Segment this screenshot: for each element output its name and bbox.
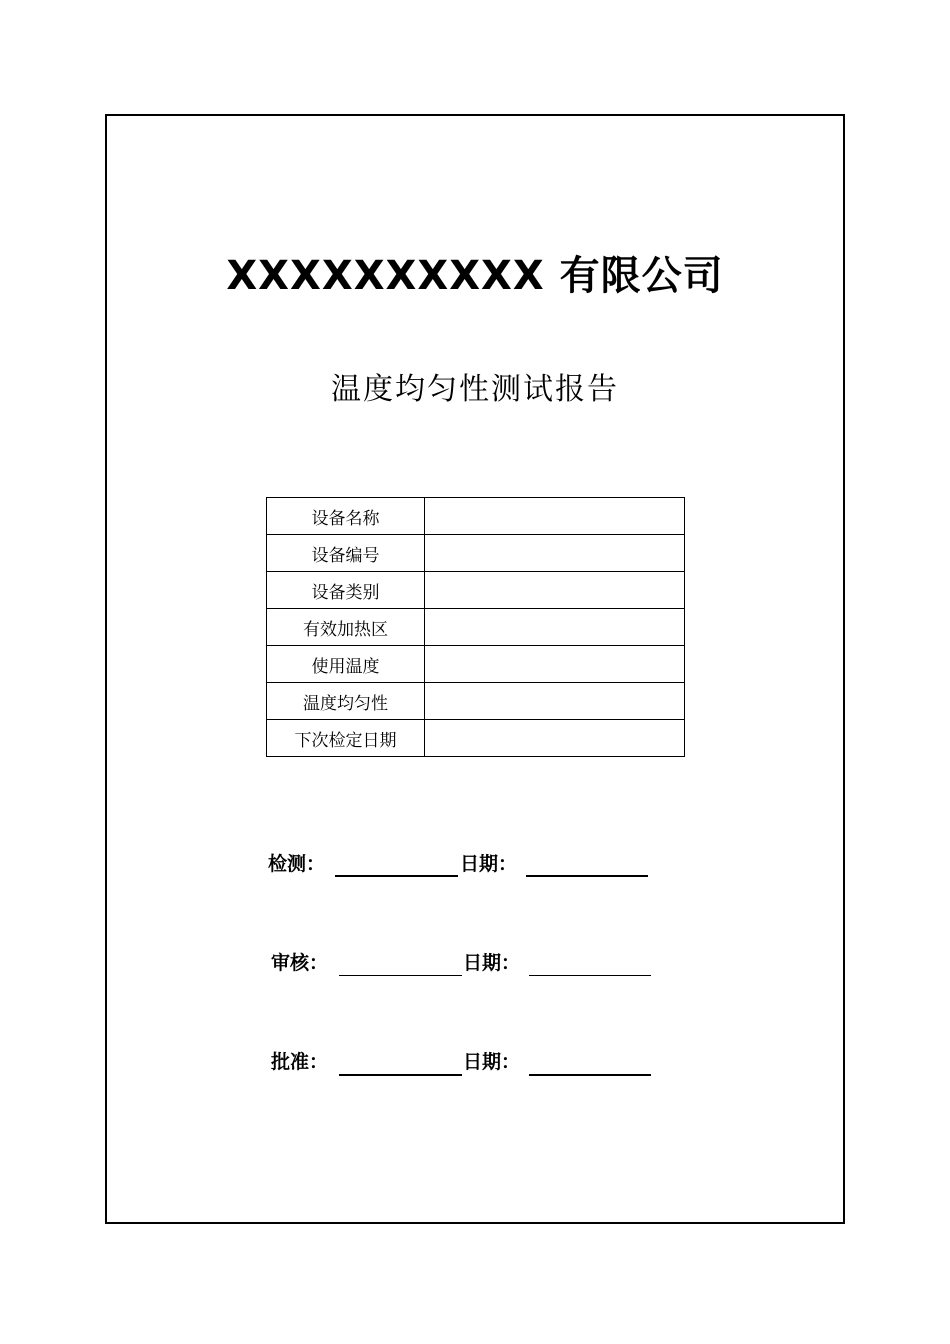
date-line[interactable] (526, 875, 648, 877)
row-value[interactable] (425, 498, 685, 535)
equipment-info-table (266, 497, 685, 757)
table-row (267, 646, 685, 683)
signature-row-review (0, 948, 950, 978)
table-row (267, 683, 685, 720)
company-name: XXXXXXXXXX 有限公司 (226, 253, 724, 299)
date-label: 日期： (460, 853, 518, 875)
table-row (267, 720, 685, 757)
signature-role-label: 审核： (271, 952, 329, 974)
row-value[interactable] (425, 683, 685, 720)
row-label: 温度均匀性 (267, 683, 425, 720)
row-value[interactable] (425, 535, 685, 572)
signature-role-label: 批准： (271, 1051, 329, 1073)
row-label: 设备名称 (267, 498, 425, 535)
signature-line[interactable] (335, 875, 458, 877)
table-row (267, 572, 685, 609)
row-value[interactable] (425, 720, 685, 757)
table-row (267, 535, 685, 572)
signature-line[interactable] (339, 975, 462, 976)
report-title: 温度均匀性测试报告 (331, 372, 619, 407)
row-value[interactable] (425, 609, 685, 646)
row-value[interactable] (425, 646, 685, 683)
date-label: 日期： (463, 952, 521, 974)
table-row (267, 609, 685, 646)
signature-line[interactable] (339, 1074, 462, 1076)
table-row (267, 498, 685, 535)
row-label: 有效加热区 (267, 609, 425, 646)
row-label: 设备类别 (267, 572, 425, 609)
row-value[interactable] (425, 572, 685, 609)
row-label: 设备编号 (267, 535, 425, 572)
row-label: 下次检定日期 (267, 720, 425, 757)
row-label: 使用温度 (267, 646, 425, 683)
date-label: 日期： (463, 1051, 521, 1073)
date-line[interactable] (529, 975, 651, 976)
signature-row-inspect (0, 849, 950, 879)
signature-role-label: 检测： (268, 853, 326, 875)
date-line[interactable] (529, 1074, 651, 1076)
signature-row-approve (0, 1047, 950, 1077)
